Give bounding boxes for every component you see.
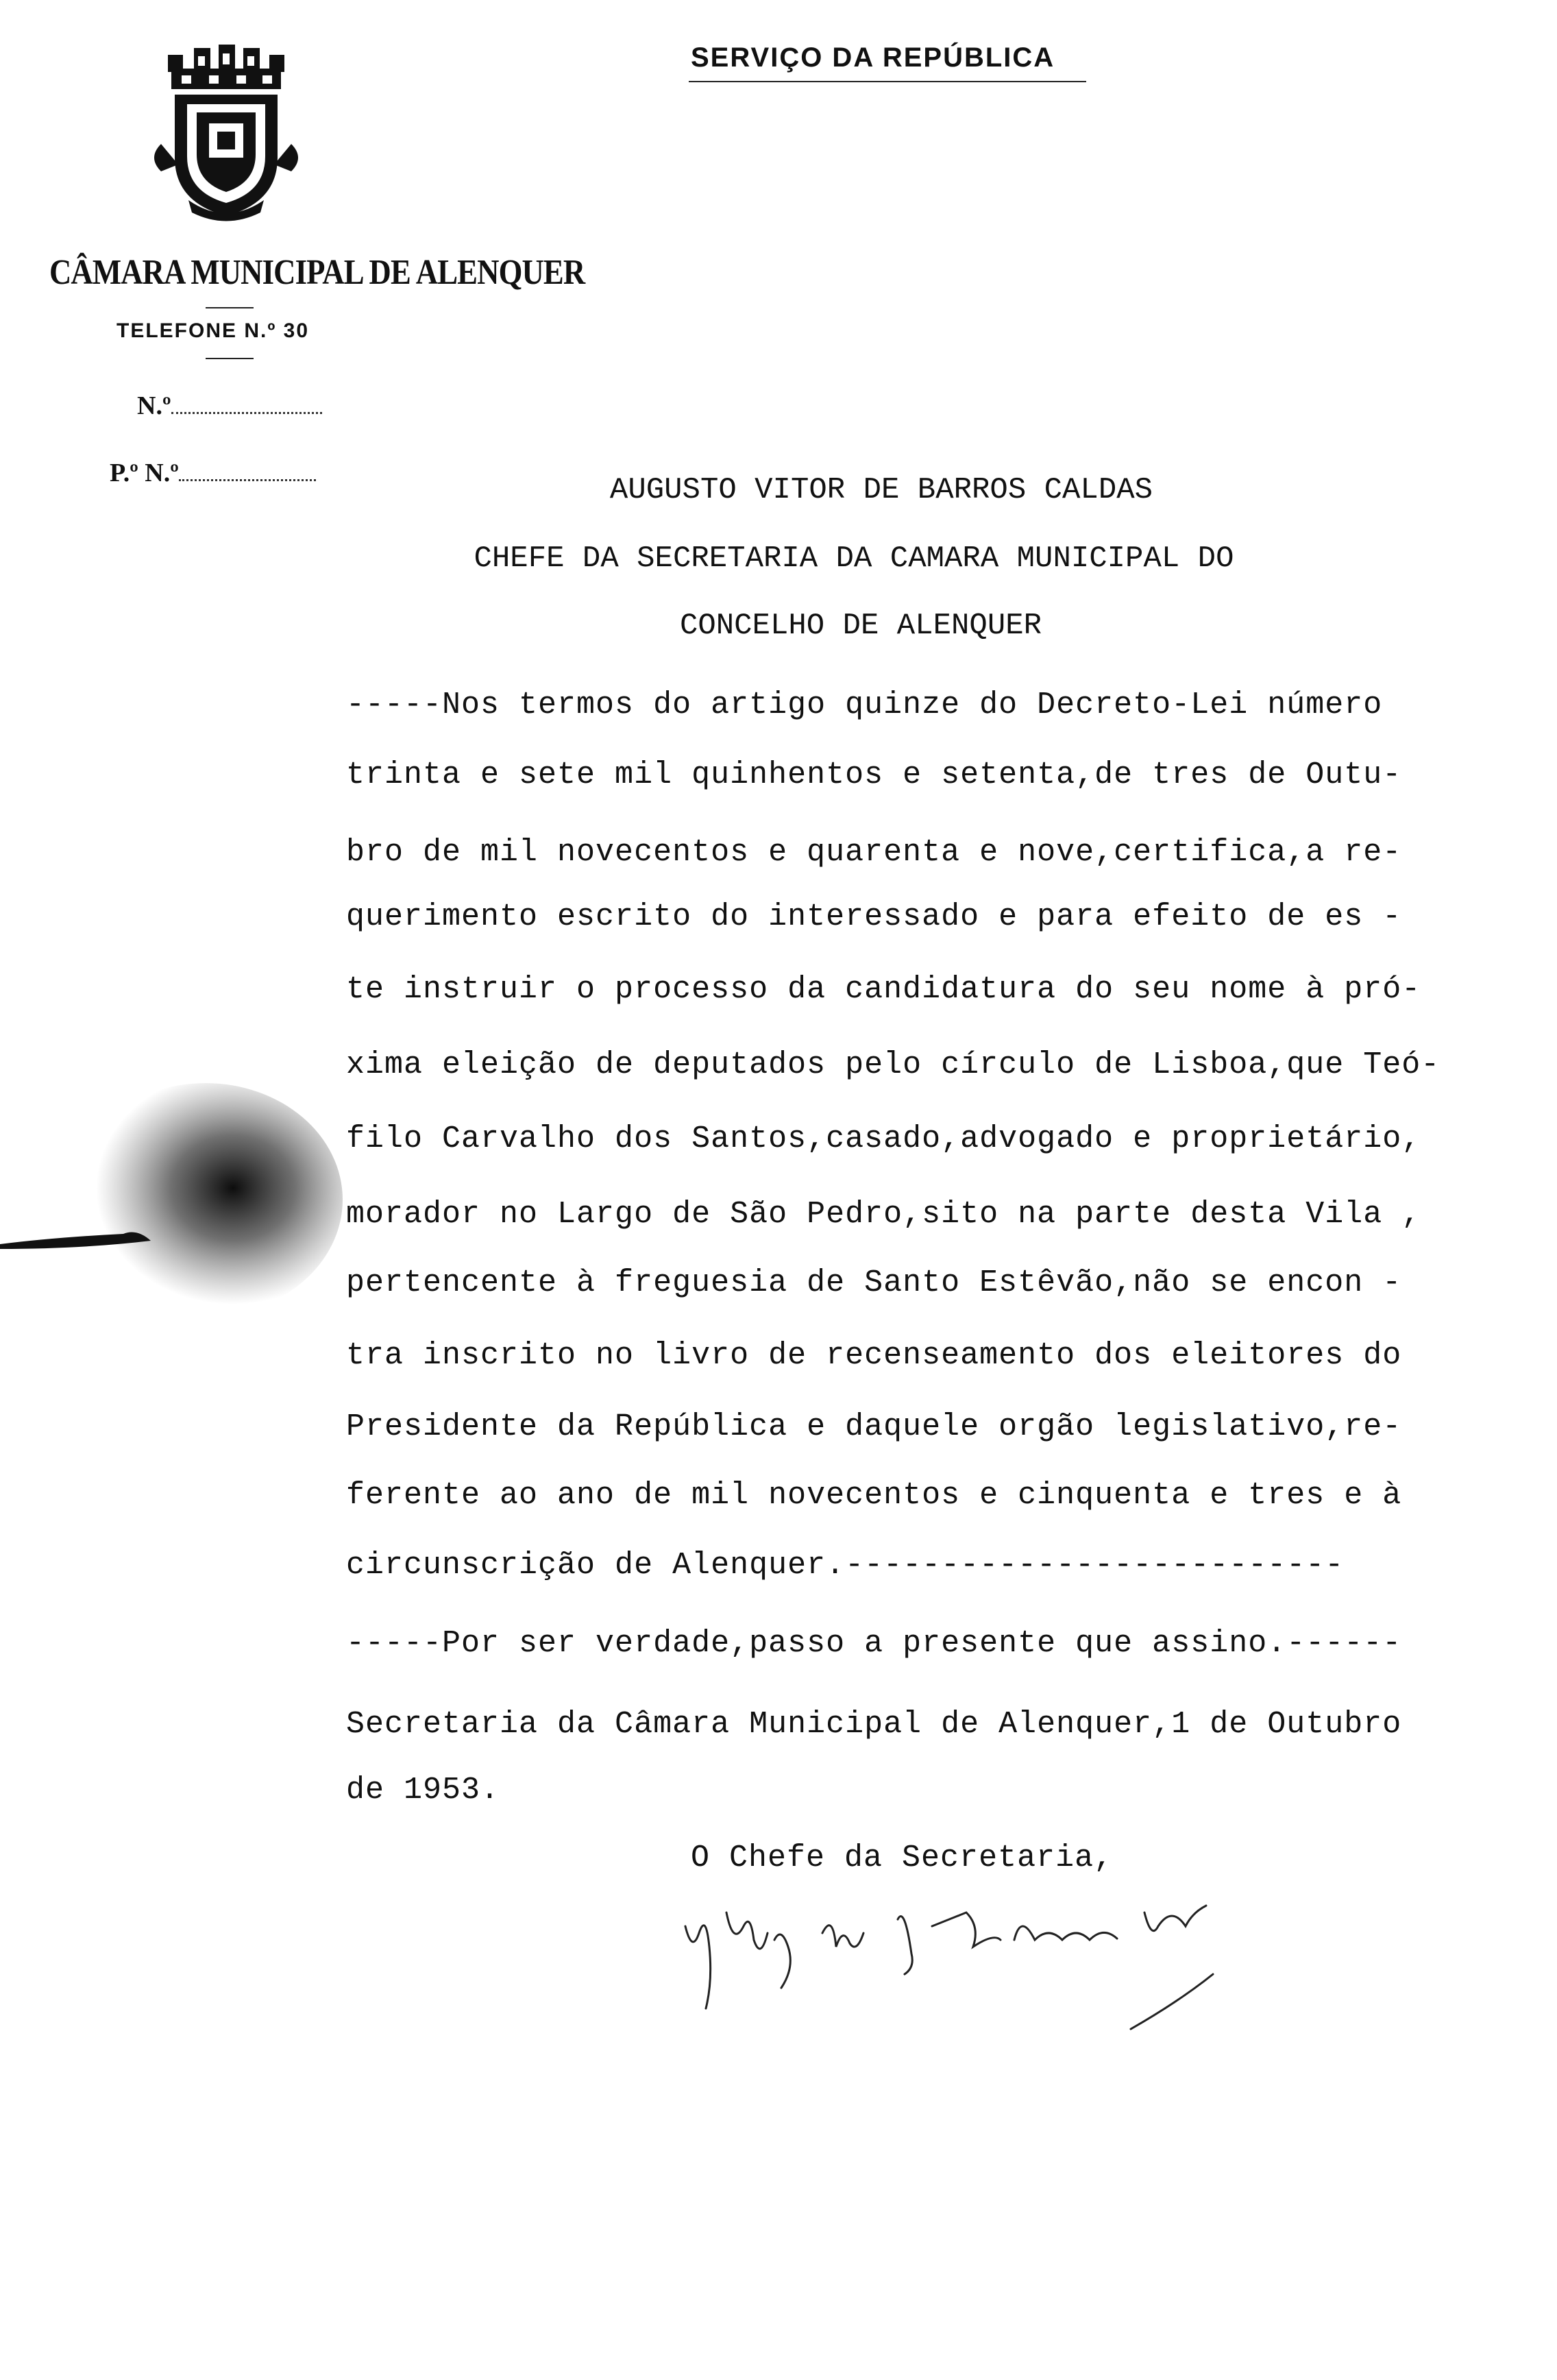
body-line: trinta e sete mil quinhentos e setenta,de tres de Outu- <box>346 757 1402 792</box>
body-line: querimento escrito do interessado e para efeito de es - <box>346 899 1402 934</box>
body-line: xima eleição de deputados pelo círculo de Lisboa,que Teó- <box>346 1047 1440 1082</box>
signature-label: O Chefe da Secretaria, <box>691 1841 1114 1875</box>
heading-municipality: CONCELHO DE ALENQUER <box>679 609 1042 643</box>
divider <box>206 358 254 359</box>
body-line: te instruir o processo da candidatura do seu nome à pró- <box>346 972 1421 1007</box>
body-line: tra inscrito no livro de recenseamento dos eleitores do <box>346 1338 1402 1373</box>
telephone: TELEFONE N.º 30 <box>117 319 310 342</box>
ink-smudge <box>0 1069 343 1357</box>
body-line: -----Nos termos do artigo quinze do Decreto-Lei número <box>346 688 1383 722</box>
body-line: pertencente à freguesia de Santo Estêvão,não se encon - <box>346 1265 1402 1300</box>
number-blank <box>171 412 322 414</box>
process-number-label: P.º N.º <box>110 459 179 487</box>
body-line: bro de mil novecentos e quarenta e nove,certifica,a re- <box>346 835 1402 870</box>
heading-name: AUGUSTO VITOR DE BARROS CALDAS <box>609 473 1153 507</box>
body-line: morador no Largo de São Pedro,sito na parte desta Vila , <box>346 1197 1421 1232</box>
body-line: de 1953. <box>346 1773 500 1808</box>
body-line: Presidente da República e daquele orgão legislativo,re- <box>346 1409 1402 1444</box>
divider <box>206 307 254 308</box>
service-underline <box>689 81 1086 82</box>
body-line: -----Por ser verdade,passo a presente que assino.------ <box>346 1626 1402 1661</box>
handwritten-signature <box>678 1885 1240 2036</box>
heading-title: CHEFE DA SECRETARIA DA CAMARA MUNICIPAL DO <box>474 542 1234 576</box>
number-label: N.º <box>137 391 171 420</box>
body-line: circunscrição de Alenquer.-------------------------- <box>346 1548 1345 1583</box>
organization-name: CÂMARA MUNICIPAL DE ALENQUER <box>49 253 585 292</box>
municipal-crest-icon <box>140 41 312 226</box>
number-field <box>137 391 322 421</box>
service-header: SERVIÇO DA REPÚBLICA <box>691 42 1055 73</box>
body-line: filo Carvalho dos Santos,casado,advogado e proprietário, <box>346 1121 1421 1156</box>
body-line: ferente ao ano de mil novecentos e cinquenta e tres e à <box>346 1478 1402 1513</box>
body-line: Secretaria da Câmara Municipal de Alenquer,1 de Outubro <box>346 1707 1402 1742</box>
